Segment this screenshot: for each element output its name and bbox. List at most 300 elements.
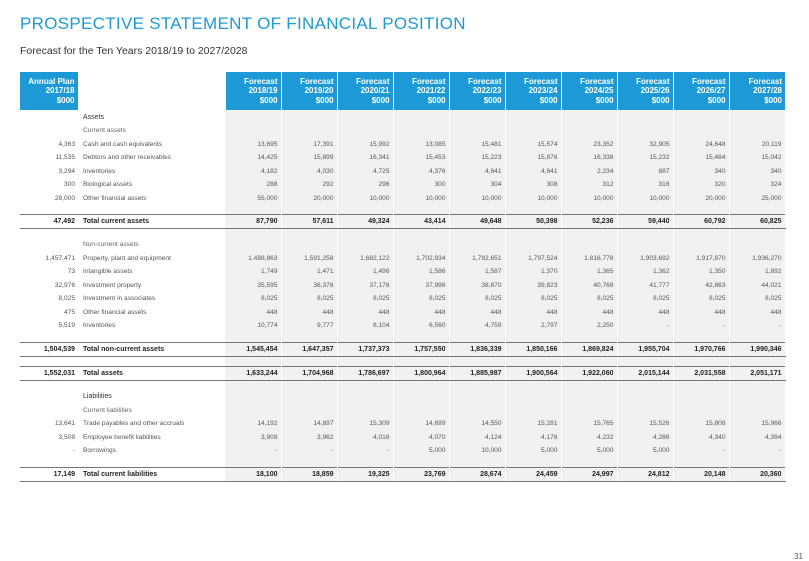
forecast-value: - bbox=[281, 444, 337, 458]
forecast-value: 2,051,171 bbox=[729, 366, 785, 380]
plan-cell bbox=[20, 238, 78, 252]
forecast-value: 32,905 bbox=[617, 138, 673, 152]
forecast-value: 340 bbox=[673, 165, 729, 179]
value-cell bbox=[673, 390, 729, 404]
forecast-value: 15,309 bbox=[337, 417, 393, 431]
value-cell bbox=[561, 238, 617, 252]
row-label: Other financial assets bbox=[83, 194, 147, 202]
table-row bbox=[20, 306, 785, 320]
table-row bbox=[20, 165, 785, 179]
forecast-value: 15,223 bbox=[449, 151, 505, 165]
value-cell bbox=[729, 238, 785, 252]
spacer-cell bbox=[225, 333, 281, 343]
forecast-value: 1,797,524 bbox=[505, 252, 561, 266]
forecast-value: 8,025 bbox=[393, 292, 449, 306]
forecast-value: 316 bbox=[617, 178, 673, 192]
spacer-cell bbox=[505, 356, 561, 366]
forecast-value: 1,903,692 bbox=[617, 252, 673, 266]
forecast-value: 1,365 bbox=[561, 265, 617, 279]
forecast-value: 8,025 bbox=[337, 292, 393, 306]
forecast-value: 1,900,564 bbox=[505, 366, 561, 380]
forecast-value: 1,885,987 bbox=[449, 366, 505, 380]
forecast-value: 10,000 bbox=[449, 192, 505, 206]
spacer-cell bbox=[729, 333, 785, 343]
forecast-value: 15,899 bbox=[281, 151, 337, 165]
forecast-value: 24,459 bbox=[505, 467, 561, 481]
row-label: Borrowings bbox=[83, 447, 116, 455]
value-cell bbox=[225, 124, 281, 138]
plan-value: 4,363 bbox=[58, 140, 75, 148]
value-cell bbox=[617, 404, 673, 418]
forecast-value: 55,000 bbox=[225, 192, 281, 206]
spacer-cell bbox=[505, 229, 561, 239]
forecast-value: 1,370 bbox=[505, 265, 561, 279]
forecast-value: 15,453 bbox=[393, 151, 449, 165]
forecast-value: 448 bbox=[337, 306, 393, 320]
spacer-row bbox=[20, 205, 785, 215]
forecast-value: 1,471 bbox=[281, 265, 337, 279]
forecast-value: - bbox=[673, 444, 729, 458]
forecast-value: 10,000 bbox=[561, 192, 617, 206]
plan-value: 3,294 bbox=[58, 167, 75, 175]
forecast-value: 18,859 bbox=[281, 467, 337, 481]
forecast-value: 4,376 bbox=[393, 165, 449, 179]
value-cell bbox=[729, 390, 785, 404]
forecast-value: 9,777 bbox=[281, 319, 337, 333]
column-header-forecast: Forecast 2023/24 $000 bbox=[505, 72, 561, 110]
value-cell bbox=[337, 124, 393, 138]
row-label: Investment property bbox=[83, 281, 142, 289]
forecast-value: 37,996 bbox=[393, 279, 449, 293]
spacer-cell bbox=[617, 380, 673, 390]
value-cell bbox=[617, 110, 673, 124]
value-cell bbox=[449, 124, 505, 138]
plan-value: 1,552,031 bbox=[20, 366, 78, 380]
subsection-heading: Current liabilities bbox=[83, 406, 132, 414]
spacer-cell bbox=[729, 458, 785, 468]
forecast-value: 448 bbox=[729, 306, 785, 320]
spacer-cell bbox=[673, 333, 729, 343]
value-cell bbox=[393, 404, 449, 418]
plan-cell bbox=[20, 404, 78, 418]
forecast-value: 8,025 bbox=[617, 292, 673, 306]
forecast-value: 10,000 bbox=[617, 192, 673, 206]
value-cell bbox=[337, 404, 393, 418]
forecast-value: 1,836,339 bbox=[449, 342, 505, 356]
row-label: Inventories bbox=[83, 322, 116, 330]
value-cell bbox=[729, 110, 785, 124]
table-row bbox=[20, 431, 785, 445]
spacer-cell bbox=[78, 205, 225, 215]
table-row bbox=[20, 124, 785, 138]
table-row bbox=[20, 110, 785, 124]
forecast-value: 1,586 bbox=[393, 265, 449, 279]
spacer-cell bbox=[20, 229, 78, 239]
value-cell bbox=[561, 390, 617, 404]
forecast-value: 23,769 bbox=[393, 467, 449, 481]
spacer-cell bbox=[729, 380, 785, 390]
forecast-value: 1,488,863 bbox=[225, 252, 281, 266]
forecast-value: 1,850,166 bbox=[505, 342, 561, 356]
value-cell bbox=[449, 390, 505, 404]
plan-value: 3,508 bbox=[58, 433, 75, 441]
forecast-value: - bbox=[617, 319, 673, 333]
forecast-value: 60,825 bbox=[729, 215, 785, 229]
forecast-value: 49,648 bbox=[449, 215, 505, 229]
row-label: Trade payables and other accruals bbox=[83, 420, 185, 428]
forecast-value: 1,816,778 bbox=[561, 252, 617, 266]
spacer-cell bbox=[20, 356, 78, 366]
value-cell bbox=[449, 404, 505, 418]
spacer-cell bbox=[337, 229, 393, 239]
value-cell bbox=[337, 390, 393, 404]
forecast-value: 28,674 bbox=[449, 467, 505, 481]
row-label: Total assets bbox=[78, 366, 225, 380]
forecast-value: 10,000 bbox=[449, 444, 505, 458]
page-title: PROSPECTIVE STATEMENT OF FINANCIAL POSITION bbox=[20, 14, 466, 33]
spacer-cell bbox=[561, 205, 617, 215]
value-cell bbox=[673, 404, 729, 418]
spacer-cell bbox=[449, 333, 505, 343]
forecast-value: 15,765 bbox=[561, 417, 617, 431]
forecast-value: 1,990,346 bbox=[729, 342, 785, 356]
forecast-value: 448 bbox=[449, 306, 505, 320]
value-cell bbox=[673, 124, 729, 138]
forecast-value: 448 bbox=[617, 306, 673, 320]
forecast-value: 15,992 bbox=[337, 138, 393, 152]
row-label: Employee benefit liabilities bbox=[83, 433, 161, 441]
value-cell bbox=[729, 404, 785, 418]
value-cell bbox=[561, 124, 617, 138]
spacer-row bbox=[20, 380, 785, 390]
plan-value: 73 bbox=[67, 268, 75, 276]
table-row bbox=[20, 138, 785, 152]
value-cell bbox=[393, 390, 449, 404]
forecast-value: 39,823 bbox=[505, 279, 561, 293]
row-label: Total current liabilities bbox=[78, 467, 225, 481]
forecast-value: - bbox=[673, 319, 729, 333]
column-header-forecast: Forecast 2026/27 $000 bbox=[673, 72, 729, 110]
total-row bbox=[20, 366, 785, 380]
forecast-value: 312 bbox=[561, 178, 617, 192]
forecast-value: 1,970,766 bbox=[673, 342, 729, 356]
section-heading: Liabilities bbox=[83, 393, 112, 400]
forecast-value: 8,025 bbox=[505, 292, 561, 306]
spacer-cell bbox=[78, 333, 225, 343]
value-cell bbox=[505, 404, 561, 418]
forecast-value: 57,611 bbox=[281, 215, 337, 229]
forecast-value: 4,641 bbox=[505, 165, 561, 179]
forecast-value: 4,725 bbox=[337, 165, 393, 179]
spacer-cell bbox=[281, 380, 337, 390]
table-row bbox=[20, 390, 785, 404]
value-cell bbox=[281, 404, 337, 418]
row-label: Investment in associates bbox=[83, 295, 156, 303]
forecast-value: 4,182 bbox=[225, 165, 281, 179]
total-row bbox=[20, 467, 785, 481]
forecast-value: 8,025 bbox=[225, 292, 281, 306]
forecast-value: 16,341 bbox=[337, 151, 393, 165]
spacer-cell bbox=[449, 380, 505, 390]
forecast-value: 2,015,144 bbox=[617, 366, 673, 380]
value-cell bbox=[337, 238, 393, 252]
spacer-cell bbox=[78, 229, 225, 239]
forecast-value: 5,000 bbox=[393, 444, 449, 458]
spacer-cell bbox=[673, 380, 729, 390]
forecast-value: 20,148 bbox=[673, 467, 729, 481]
forecast-value: 1,786,697 bbox=[337, 366, 393, 380]
spacer-cell bbox=[281, 333, 337, 343]
forecast-value: 1,917,870 bbox=[673, 252, 729, 266]
forecast-value: 60,792 bbox=[673, 215, 729, 229]
forecast-value: 3,962 bbox=[281, 431, 337, 445]
forecast-value: 10,000 bbox=[337, 192, 393, 206]
value-cell bbox=[393, 110, 449, 124]
spacer-cell bbox=[505, 458, 561, 468]
spacer-cell bbox=[281, 229, 337, 239]
row-label: Inventories bbox=[83, 167, 116, 175]
forecast-value: 15,808 bbox=[673, 417, 729, 431]
forecast-value: 4,178 bbox=[505, 431, 561, 445]
column-header-forecast: Forecast 2024/25 $000 bbox=[561, 72, 617, 110]
table-row bbox=[20, 252, 785, 266]
forecast-value: 4,394 bbox=[729, 431, 785, 445]
plan-value: 11,535 bbox=[55, 154, 75, 162]
page-subtitle: Forecast for the Ten Years 2018/19 to 2027/2028 bbox=[20, 45, 248, 57]
value-cell bbox=[281, 110, 337, 124]
value-cell bbox=[225, 390, 281, 404]
section-heading: Assets bbox=[83, 113, 105, 121]
forecast-value: 14,550 bbox=[449, 417, 505, 431]
forecast-value: 1,704,968 bbox=[281, 366, 337, 380]
forecast-value: 1,633,244 bbox=[225, 366, 281, 380]
table-row bbox=[20, 292, 785, 306]
value-cell bbox=[729, 124, 785, 138]
column-header-label bbox=[78, 72, 225, 110]
spacer-cell bbox=[505, 333, 561, 343]
forecast-value: 20,360 bbox=[729, 467, 785, 481]
forecast-value: 5,000 bbox=[505, 444, 561, 458]
total-row bbox=[20, 215, 785, 229]
forecast-value: 448 bbox=[673, 306, 729, 320]
value-cell bbox=[505, 238, 561, 252]
table-row bbox=[20, 178, 785, 192]
plan-value: - bbox=[72, 447, 75, 455]
forecast-value: 43,414 bbox=[393, 215, 449, 229]
plan-value: 5,519 bbox=[58, 322, 75, 330]
table-row bbox=[20, 279, 785, 293]
value-cell bbox=[393, 238, 449, 252]
forecast-value: 4,124 bbox=[449, 431, 505, 445]
row-label: Property, plant and equipment bbox=[83, 254, 171, 262]
forecast-value: 1,496 bbox=[337, 265, 393, 279]
forecast-value: 4,232 bbox=[561, 431, 617, 445]
table-header bbox=[20, 72, 785, 110]
forecast-value: 14,192 bbox=[225, 417, 281, 431]
forecast-value: 15,484 bbox=[673, 151, 729, 165]
forecast-value: - bbox=[729, 444, 785, 458]
spacer-row bbox=[20, 356, 785, 366]
spacer-cell bbox=[20, 205, 78, 215]
column-header-forecast: Forecast 2027/28 $000 bbox=[729, 72, 785, 110]
forecast-value: 1,800,964 bbox=[393, 366, 449, 380]
value-cell bbox=[561, 110, 617, 124]
spacer-cell bbox=[561, 333, 617, 343]
column-header-forecast: Forecast 2025/26 $000 bbox=[617, 72, 673, 110]
spacer-cell bbox=[393, 229, 449, 239]
spacer-cell bbox=[505, 205, 561, 215]
spacer-cell bbox=[337, 458, 393, 468]
column-header-forecast: Forecast 2021/22 $000 bbox=[393, 72, 449, 110]
forecast-value: 340 bbox=[729, 165, 785, 179]
forecast-value: 24,997 bbox=[561, 467, 617, 481]
forecast-value: 8,104 bbox=[337, 319, 393, 333]
subsection-heading: Current assets bbox=[83, 127, 126, 135]
table-row bbox=[20, 265, 785, 279]
value-cell bbox=[673, 238, 729, 252]
spacer-cell bbox=[393, 356, 449, 366]
spacer-cell bbox=[225, 458, 281, 468]
spacer-cell bbox=[20, 458, 78, 468]
plan-value: 32,976 bbox=[54, 281, 75, 289]
forecast-value: 1,702,934 bbox=[393, 252, 449, 266]
row-label: Other financial assets bbox=[83, 308, 147, 316]
table-row bbox=[20, 319, 785, 333]
spacer-cell bbox=[337, 380, 393, 390]
forecast-value: - bbox=[225, 444, 281, 458]
row-label: Total current assets bbox=[78, 215, 225, 229]
forecast-value: 24,812 bbox=[617, 467, 673, 481]
forecast-value: 1,647,357 bbox=[281, 342, 337, 356]
row-label: Total non-current assets bbox=[78, 342, 225, 356]
forecast-value: 5,000 bbox=[561, 444, 617, 458]
value-cell bbox=[225, 238, 281, 252]
spacer-cell bbox=[449, 205, 505, 215]
plan-value: 28,000 bbox=[54, 194, 75, 202]
spacer-cell bbox=[337, 205, 393, 215]
forecast-value: 304 bbox=[449, 178, 505, 192]
table-row bbox=[20, 192, 785, 206]
spacer-cell bbox=[617, 458, 673, 468]
forecast-value: 24,648 bbox=[673, 138, 729, 152]
forecast-value: 2,797 bbox=[505, 319, 561, 333]
forecast-value: 10,000 bbox=[505, 192, 561, 206]
plan-value: 475 bbox=[63, 308, 75, 316]
value-cell bbox=[505, 124, 561, 138]
forecast-value: 14,897 bbox=[281, 417, 337, 431]
row-label: Biological assets bbox=[83, 181, 133, 189]
column-header-forecast: Forecast 2019/20 $000 bbox=[281, 72, 337, 110]
forecast-value: 308 bbox=[505, 178, 561, 192]
value-cell bbox=[281, 390, 337, 404]
forecast-value: 1,749 bbox=[225, 265, 281, 279]
spacer-cell bbox=[225, 356, 281, 366]
forecast-value: 38,870 bbox=[449, 279, 505, 293]
forecast-value: 8,025 bbox=[449, 292, 505, 306]
page-number: 31 bbox=[794, 552, 803, 561]
table-row bbox=[20, 444, 785, 458]
forecast-value: 52,236 bbox=[561, 215, 617, 229]
forecast-value: 19,325 bbox=[337, 467, 393, 481]
forecast-value: 20,119 bbox=[729, 138, 785, 152]
spacer-cell bbox=[617, 356, 673, 366]
plan-value: 17,149 bbox=[20, 467, 78, 481]
forecast-value: 2,250 bbox=[561, 319, 617, 333]
forecast-value: 20,000 bbox=[281, 192, 337, 206]
value-cell bbox=[617, 124, 673, 138]
plan-cell bbox=[20, 110, 78, 124]
forecast-value: 4,340 bbox=[673, 431, 729, 445]
spacer-cell bbox=[393, 380, 449, 390]
spacer-cell bbox=[617, 333, 673, 343]
forecast-value: 448 bbox=[393, 306, 449, 320]
row-label: Debtors and other receivables bbox=[83, 154, 171, 162]
forecast-value: 1,922,060 bbox=[561, 366, 617, 380]
forecast-value: 16,338 bbox=[561, 151, 617, 165]
spacer-cell bbox=[225, 229, 281, 239]
spacer-cell bbox=[337, 333, 393, 343]
forecast-value: - bbox=[337, 444, 393, 458]
forecast-value: 15,876 bbox=[505, 151, 561, 165]
forecast-value: 4,016 bbox=[337, 431, 393, 445]
spacer-cell bbox=[449, 229, 505, 239]
forecast-value: 44,021 bbox=[729, 279, 785, 293]
plan-value: 13,641 bbox=[54, 420, 75, 428]
forecast-value: 23,352 bbox=[561, 138, 617, 152]
forecast-value: 2,234 bbox=[561, 165, 617, 179]
forecast-value: 1,757,550 bbox=[393, 342, 449, 356]
forecast-value: 1,587 bbox=[449, 265, 505, 279]
forecast-value: 6,560 bbox=[393, 319, 449, 333]
forecast-value: 36,378 bbox=[281, 279, 337, 293]
forecast-value: 15,281 bbox=[505, 417, 561, 431]
value-cell bbox=[617, 390, 673, 404]
table-row bbox=[20, 238, 785, 252]
spacer-cell bbox=[225, 205, 281, 215]
forecast-value: 15,966 bbox=[729, 417, 785, 431]
spacer-cell bbox=[393, 205, 449, 215]
forecast-value: 41,777 bbox=[617, 279, 673, 293]
table-row bbox=[20, 417, 785, 431]
forecast-value: 1,782,651 bbox=[449, 252, 505, 266]
forecast-value: 1,869,824 bbox=[561, 342, 617, 356]
forecast-value: 448 bbox=[225, 306, 281, 320]
forecast-value: 14,699 bbox=[393, 417, 449, 431]
forecast-value: 15,481 bbox=[449, 138, 505, 152]
table-row bbox=[20, 151, 785, 165]
forecast-value: 8,025 bbox=[281, 292, 337, 306]
forecast-value: 42,863 bbox=[673, 279, 729, 293]
forecast-value: 15,574 bbox=[505, 138, 561, 152]
forecast-value: 35,595 bbox=[225, 279, 281, 293]
value-cell bbox=[225, 110, 281, 124]
subsection-heading: Non-current assets bbox=[83, 241, 139, 249]
forecast-value: 1,892 bbox=[729, 265, 785, 279]
value-cell bbox=[617, 238, 673, 252]
value-cell bbox=[673, 110, 729, 124]
forecast-value: 448 bbox=[505, 306, 561, 320]
spacer-cell bbox=[617, 205, 673, 215]
forecast-value: 296 bbox=[337, 178, 393, 192]
forecast-value: 10,774 bbox=[225, 319, 281, 333]
value-cell bbox=[505, 390, 561, 404]
plan-cell bbox=[20, 124, 78, 138]
forecast-value: 18,100 bbox=[225, 467, 281, 481]
plan-value: 8,025 bbox=[58, 295, 75, 303]
spacer-row bbox=[20, 458, 785, 468]
row-label: Cash and cash equivalents bbox=[83, 140, 163, 148]
plan-value: 47,492 bbox=[20, 215, 78, 229]
